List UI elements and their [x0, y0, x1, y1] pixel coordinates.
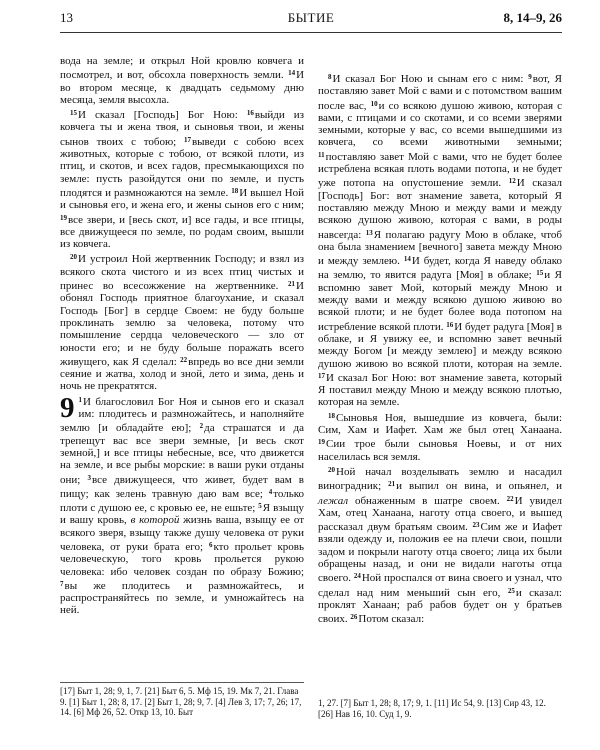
- verse-text: $^1$И благословил Бог Ноя и сынов его и сказал им: плодитесь и размножайтесь, и наполняйте землю [и обладайте ею]; $^2$да страшатся и да трепещут вас все звери земные, [и весь скот земной,] и все птицы небесные, все, что движется на земле, и все рыбы морские: в ваши руки отданы они; $^3$все движущееся, что живет, будет вам в пищу; как зелень травную даю вам все; $^4$только плоти с душою ее, с кровью ее, не ешьте; $^5$Я взыщу и вашу кровь, в которой жизнь ваша, взыщу ее от всякого зверя, взыщу также душу человека от руки человека, от руки брата его; $^6$кто прольет кровь человеческую, того кровь прольется рукою человека: ибо человек создан по образу Божию; $^7$вы же плодитесь и размножайтесь, и распространяйтесь по земле, и умножайтесь на ней.: [60, 395, 305, 617]
- verse-text: $^8$И сказал Бог Ною и сынам его с ним: $^9$вот, Я поставляю завет Мой с вами и с потомством вашим после вас, $^{10}$и со всякою душою живою, которая с вами, с птицами и со скотами, и со всеми зверями земными, которые у вас, со всеми вышедшими из ковчега, со всеми животными земными; $^{11}$поставляю завет Мой с вами, что не будет более истреблена всякая плоть водами потопа, и не будет уже потопа на опустошение земли. $^{12}$И сказал [Господь] Бог: вот знамение завета, который Я поставляю между Мною и между вами и между всякою душою живою, которая с вами, в роды навсегда: $^{13}$Я полагаю радугу Мою в облаке, чтоб она была знамением [вечного] завета между Мною и между землею. $^{14}$И будет, когда Я наведу облако на землю, то явится радуга [Моя] в облаке; $^{15}$и Я вспомню завет Мой, который между Мною и между вами и между всякою душою живою во всякой плоти; и не будет более вода потопом на истребление всякой плоти. $^{16}$И будет радуга [Моя] в облаке, и Я увижу ее, и вспомню завет вечный между Богом [и между землею] и между всякою душою живою во всякой плоти, которая на земле. $^{17}$И сказал Бог Ною: вот знамение завета, который Я поставил между Мною и между всякою плотью, которая на земле.: [318, 73, 563, 409]
- verse-number: 8: [328, 73, 332, 81]
- footnotes-left: [17] Быт 1, 28; 9, 1, 7. [21] Быт 6, 5. Мф 15, 19. Мк 7, 21. Глава 9. [1] Быт 1, 28; 8, 17. [2] Быт 1, 28; 9, 7. [4] Лев 3, 17; 7, 26; 17, 14. [6] Мф 26, 52. Откр 13, 10. Быт: [60, 682, 304, 718]
- verse-number: 6: [208, 540, 213, 549]
- page-number: 13: [60, 10, 73, 25]
- verse-number: 22: [506, 494, 514, 503]
- verse-number: 18: [231, 186, 239, 195]
- header-rule: [60, 32, 562, 33]
- verse-number: 14: [403, 255, 411, 264]
- chapter-number: 9: [60, 391, 75, 424]
- verse-number: 2: [199, 422, 204, 431]
- verse-number: 16: [246, 109, 254, 118]
- verse-number: 22: [180, 355, 188, 364]
- verse-number: 25: [507, 586, 515, 595]
- verse-number: 7: [60, 579, 64, 588]
- chapter-reference: 8, 14–9, 26: [503, 10, 562, 25]
- verse-text: $^{18}$Сыновья Ноя, вышедшие из ковчега, были: Сим, Хам и Иафет. Хам же был отец Ханаана. $^{19}$Сии трое были сыновья Ноевы, и от них населилась вся земля.: [318, 411, 562, 463]
- right-column: [318, 71, 562, 625]
- verse-number: 13: [365, 228, 373, 237]
- verse-number: 3: [87, 473, 91, 482]
- verse-text: $^{20}$И устроил Ной жертвенник Господу; и взял из всякого скота чистого и из всех птиц чистых и принес во всесожжение на жертвеннике. $^{21}$И обонял Господь приятное благоухание, и сказал Господь [Бог] в сердце Своем: не буду больше проклинать землю за человека, потому что помышление сердца человеческого — зло от юности его; и не буду больше поражать всего живущего, как Я сделал: $^{22}$впредь во все дни земли сеяние и жатва, холод и зной, лето и зима, день и ночь не прекратятся.: [60, 253, 304, 393]
- verse-text: $^{15}$И сказал [Господь] Бог Ною: $^{16}$выйди из ковчега ты и жена твоя, и сыновья твои, и жены сынов твоих с тобою; $^{17}$выведи с собою всех животных, которые с тобою, от всякой плоти, из птиц, и скотов, и всех гадов, пресмыкающихся по земле: пусть разойдутся они по земле, и пусть плодятся и размножаются на земле. $^{18}$И вышел Ной и сыновья его, и жена его, и жены сынов его с ним; $^{19}$все звери, и [весь скот, и] все гады, и все птицы, все движущееся по земле, по родам своим, вышли из ковчега.: [60, 109, 305, 251]
- page-header: [60, 10, 562, 28]
- book-title: БЫТИЕ: [287, 10, 335, 25]
- verse-number: 12: [508, 177, 516, 186]
- verse-number: 18: [328, 411, 335, 420]
- verse-number: 15: [70, 109, 77, 118]
- chapter-9-start: [60, 391, 305, 617]
- verse-number: 24: [353, 572, 361, 581]
- verse-number: 16: [446, 320, 454, 329]
- verse-number: 15: [536, 269, 544, 278]
- verse-number: 14: [288, 69, 296, 78]
- verse-number: 10: [370, 99, 378, 108]
- verse-number: 21: [288, 280, 296, 289]
- verse-text: вода на земле; и открыл Ной кровлю ковчега и посмотрел, и вот, обсохла поверхность земли. $^{14}$И во втором месяце, к двадцать седьмому дню месяца, земля высохла.: [60, 55, 305, 106]
- verse-number: 5: [258, 502, 262, 511]
- verse-number: 23: [472, 521, 480, 530]
- verse-number: 21: [388, 480, 396, 489]
- verse-number: 17: [183, 135, 191, 144]
- verse-number: 20: [70, 253, 77, 262]
- verse-number: 4: [268, 487, 273, 496]
- footnotes-right: 1, 27. [7] Быт 1, 28; 8, 17; 9, 1. [11] Ис 54, 9. [13] Сир 43, 12. [26] Нав 16, 10. Суд 1, 9.: [318, 698, 546, 719]
- verse-text: $^{20}$Ной начал возделывать землю и насадил виноградник; $^{21}$и выпил он вина, и опьянел, и лежал обнаженным в шатре своем. $^{22}$И увидел Хам, отец Ханаана, наготу отца своего, и вышед рассказал двум братьям своим. $^{23}$Сим же и Иафет взяли одежду и, положив ее на плечи свои, пошли задом и покрыли наготу отца своего; лица их были обращены назад, и они не видали наготы отца своего. $^{24}$Ной проспался от вина своего и узнал, что сделал над ним меньший сын его, $^{25}$и сказал: проклят Ханаан; раб рабов будет он у братьев своих. $^{26}$Потом сказал:: [318, 465, 563, 626]
- verse-number: 1: [78, 395, 82, 404]
- verse-number: 17: [318, 371, 325, 380]
- verse-number: 19: [318, 438, 325, 447]
- verse-number: 19: [60, 213, 67, 222]
- verse-number: 9: [528, 73, 532, 81]
- left-column: [60, 55, 304, 617]
- verse-number: 26: [350, 613, 358, 622]
- verse-number: 20: [328, 465, 335, 474]
- verse-number: 11: [318, 150, 325, 159]
